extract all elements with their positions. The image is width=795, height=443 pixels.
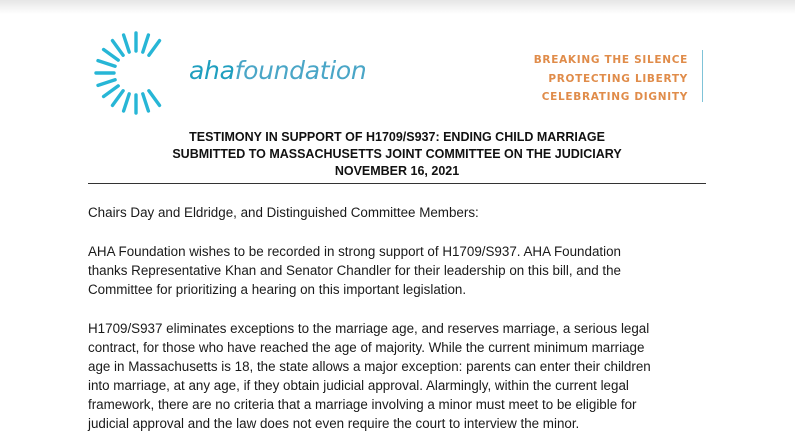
logo-ray: [104, 50, 119, 61]
tagline-line: BREAKING THE SILENCE: [533, 54, 688, 66]
logo-word-aha: aha: [189, 56, 235, 85]
logo-ray: [98, 61, 115, 67]
paragraph-line: framework, there are no criteria that a marriage involving a minor must meet to be eligible for: [88, 397, 637, 412]
salutation-text: Chairs Day and Eldridge, and Distinguished Committee Members:: [88, 205, 479, 220]
paragraph-line: Committee for prioritizing a hearing on this important legislation.: [88, 282, 467, 297]
paragraph-line: AHA Foundation wishes to be recorded in strong support of H1709/S937. AHA Foundation: [88, 244, 621, 259]
logo-ray: [149, 41, 160, 56]
heading-rule: [88, 183, 706, 184]
logo-ray: [98, 80, 115, 86]
paragraph-line: contract, for those who have reached the age of majority. While the current minimum marriage: [88, 340, 645, 355]
logo-ray: [143, 94, 149, 111]
paragraph-line: age in Massachusetts is 18, the state allows a major exception: parents can enter their children: [88, 359, 651, 374]
logo-ray: [149, 91, 160, 106]
paragraph-line: judicial approval and the law does not even require the court to interview the minor.: [88, 416, 580, 431]
paragraph-line: thanks Representative Khan and Senator Chandler for their leadership on this bill, and the: [88, 263, 621, 278]
logo-wordmark: [189, 55, 366, 87]
heading-line: TESTIMONY IN SUPPORT OF H1709/S937: ENDING CHILD MARRIAGE: [189, 130, 605, 144]
logo-ray: [113, 41, 124, 56]
heading-date: NOVEMBER 16, 2021: [334, 164, 460, 178]
logo-word-foundation: foundation: [234, 56, 367, 85]
tagline: [534, 51, 688, 107]
page-top-shadow: [0, 0, 795, 14]
tagline-divider: [702, 50, 703, 102]
tagline-line: PROTECTING LIBERTY: [548, 72, 688, 85]
paragraph-line: into marriage, at any age, if they obtain judicial approval. Alarmingly, within the current legal: [88, 378, 629, 393]
document-heading: [88, 129, 706, 180]
aha-foundation-logo-icon: [88, 27, 184, 119]
paragraph-2: [88, 319, 708, 433]
tagline-line: CELEBRATING DIGNITY: [541, 91, 688, 103]
paragraph-1: [88, 242, 708, 299]
logo-ray: [113, 91, 124, 106]
logo-ray: [124, 94, 130, 111]
logo-ray: [124, 35, 130, 52]
heading-line: SUBMITTED TO MASSACHUSETTS JOINT COMMITTEE ON THE JUDICIARY: [172, 147, 622, 161]
paragraph-line: H1709/S937 eliminates exceptions to the marriage age, and reserves marriage, a serious legal: [88, 321, 650, 336]
salutation: [88, 203, 708, 222]
logo-ray: [143, 35, 149, 52]
logo-ray: [104, 86, 119, 97]
